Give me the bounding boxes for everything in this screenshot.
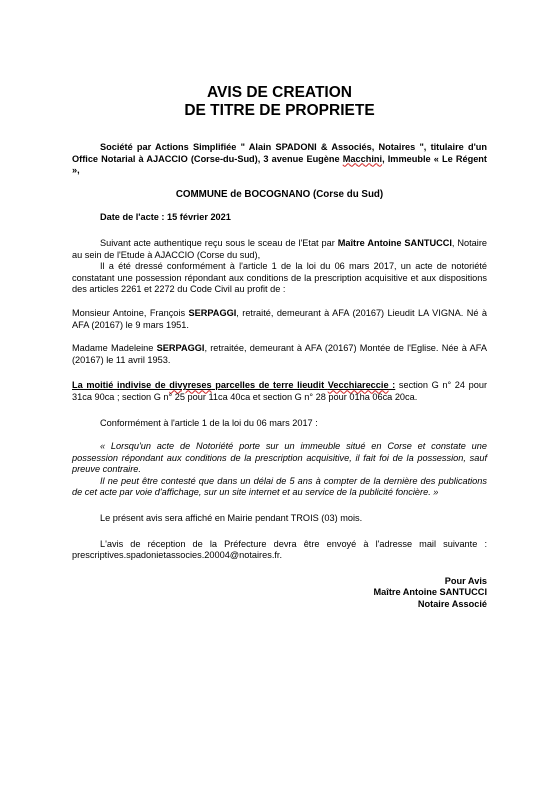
law-quote-1: « Lorsqu'un acte de Notoriété porte sur un immeuble situé en Corse et constate une possession répondant aux conditions de la prescription acquisitive, il fait foi de la possession, sauf preuve contraire. (72, 441, 487, 475)
paragraph-notoriete: Il a été dressé conformément à l'article 1 de la loi du 06 mars 2017, un acte de notoriété constatant une possession répondant aux conditions de la prescription acquisitive et aux dispositions des articles 2261 et 2272 du Code Civil au profit de : (72, 261, 487, 295)
parcels-lead-1: La moitié indivise de (72, 380, 170, 391)
beneficiary-2 (72, 343, 487, 366)
conformement-line: Conformément à l'article 1 de la loi du 06 mars 2017 : (100, 417, 318, 428)
signature-line-1: Pour Avis (444, 575, 487, 586)
document-body (72, 84, 487, 611)
parcels-lead-4: : (388, 380, 396, 391)
reception-paragraph: L'avis de réception de la Préfecture devra être envoyé à l'adresse mail suivante : prescriptives.spadonietassocies.20004@notaires.fr. (72, 538, 487, 561)
title-line-2: DE TITRE DE PROPRIETE (184, 102, 375, 119)
notary-name: Maître Antoine SANTUCCI (337, 237, 452, 248)
paragraph-acte (72, 238, 487, 261)
beneficiary-2-text-start: Madame Madeleine (72, 343, 157, 354)
parcels-lead-2: divyreses (169, 380, 212, 391)
affichage-line: Le présent avis sera affiché en Mairie pendant TROIS (03) mois. (100, 513, 363, 524)
acte-text-start: Suivant acte authentique reçu sous le sceau de l'Etat par (100, 237, 338, 248)
signature-block (72, 576, 487, 611)
society-text-end: , Immeuble « Le Régent », (72, 153, 487, 176)
society-paragraph (72, 142, 487, 177)
parcels-lead-3: parcelles de terre lieudit (211, 380, 328, 391)
parcels-details: section G n° 24 pour 31ca 90ca ; section G n° 25 pour 11ca 40ca et section G n° 28 pour 01ha 06ca 20ca. (72, 380, 487, 402)
beneficiary-1-name: SERPAGGI (188, 307, 237, 318)
law-quote-2: Il ne peut être contesté que dans un délai de 5 ans à compter de la dernière des publications de cet acte par voie d'affichage, sur un site internet et au service de la publicité foncière. » (72, 475, 487, 498)
beneficiary-1 (72, 308, 487, 331)
acte-text-end: , Notaire au sein de l'Etude à AJACCIO (Corse du sud), (72, 237, 487, 260)
parcels-paragraph (72, 380, 487, 403)
signature-line-2: Maître Antoine SANTUCCI (373, 587, 487, 598)
society-text-start: Société par Actions Simplifiée " Alain SPADONI & Associés, Notaires ", titulaire d'un Office Notarial à AJACCIO (Corse-du-Sud), 3 avenue Eugène (72, 142, 487, 164)
signature-line-3: Notaire Associé (417, 599, 487, 610)
parcels-place-name: Vecchiareccie (327, 380, 389, 391)
beneficiary-1-text-start: Monsieur Antoine, François (72, 307, 189, 318)
society-street-name: Macchini (342, 153, 383, 164)
commune-heading: COMMUNE de BOCOGNANO (Corse du Sud) (175, 188, 384, 200)
beneficiary-2-text-end: , retraitée, demeurant à AFA (20167) Montée de l'Eglise. Née à AFA (20167) le 11 avril 1953. (72, 343, 487, 365)
beneficiary-1-text-end: , retraité, demeurant à AFA (20167) Lieudit LA VIGNA. Né à AFA (20167) le 9 mars 1951. (72, 307, 487, 330)
title-line-1: AVIS DE CREATION (207, 84, 352, 101)
date-acte: Date de l'acte : 15 février 2021 (100, 212, 231, 223)
beneficiary-2-name: SERPAGGI (156, 343, 205, 354)
